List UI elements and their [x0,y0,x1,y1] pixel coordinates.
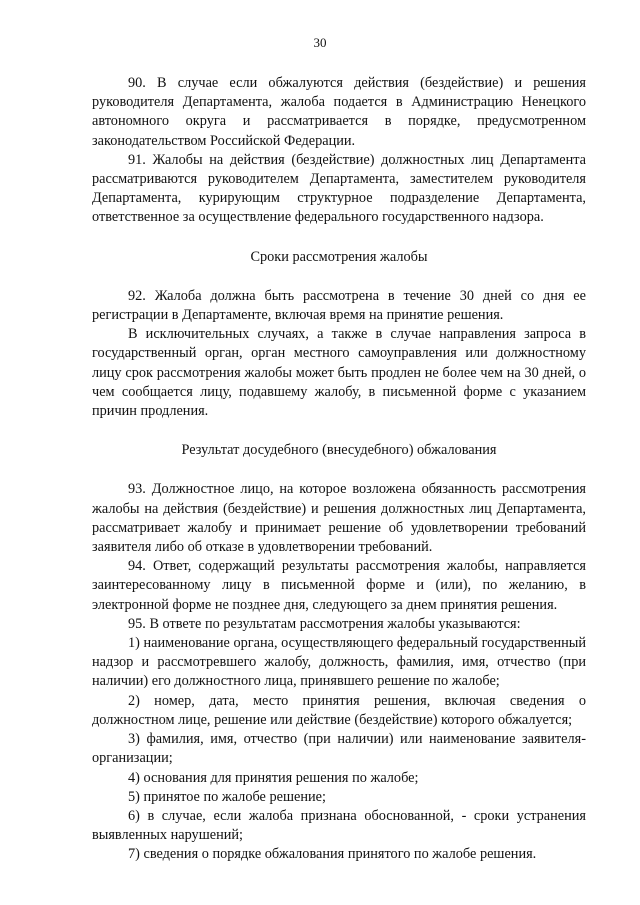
list-item-2: 2) номер, дата, место принятия решения, включая сведения о должностном лице, решение или действие (бездействие) которого обжалуется; [92,692,586,728]
paragraph-90: 90. В случае если обжалуются действия (бездействие) и решения руководителя Департамента, жалоба подается в Администрацию Ненецкого автономного округа и рассматривается в порядке, предусмотренном законодательством Российской Федерации. [92,75,586,149]
section-appeal-result [92,441,586,864]
list-item-4: 4) основания для принятия решения по жалобе; [128,769,419,786]
section-heading-appeal-result: Результат досудебного (внесудебного) обжалования [181,442,497,459]
page-number: 30 [313,35,327,50]
document-body [92,74,586,865]
paragraph-95: 95. В ответе по результатам рассмотрения жалобы указываются: [128,615,521,632]
paragraph-91: 91. Жалобы на действия (бездействие) должностных лиц Департамента рассматриваются руководителем Департамента, заместителем руководителя Департамента, курирующим структурное подразделение Департамента, ответственное за осуществление федерального государственного надзора. [92,151,586,226]
list-item-1: 1) наименование органа, осуществляющего федеральный государственный надзор и рассмотревшего жалобу, должность, фамилия, имя, отчество (при наличии) его должностного лица, принявшего решение по жалобе; [92,635,586,690]
list-item-3: 3) фамилия, имя, отчество (при наличии) или наименование заявителя-организации; [92,731,586,767]
paragraph-94: 94. Ответ, содержащий результаты рассмотрения жалобы, направляется заинтересованному лицу в письменной форме и (или), по желанию, в электронной форме не позднее дня, следующего за днем принятия решения. [92,558,586,613]
section-heading-review-deadlines: Сроки рассмотрения жалобы [250,248,428,265]
list-item-6: 6) в случае, если жалоба признана обоснованной, - сроки устранения выявленных нарушений; [92,807,586,844]
paragraph-92-extension: В исключительных случаях, а также в случае направления запроса в государственный орган, орган местного самоуправления или должностному лицу срок рассмотрения жалобы может быть продлен не более чем на 30 дней, о чем сообщается лицу, подавшему жалобу, в письменной форме с указанием причин продления. [92,326,586,420]
paragraph-93: 93. Должностное лицо, на которое возложена обязанность рассмотрения жалобы на действия (бездействие) и решения должностных лиц Департамента, рассматривает жалобу и принимает решение об удовлетворении требований заявителя либо об отказе в удовлетворении требований. [92,481,586,556]
paragraph-92: 92. Жалоба должна быть рассмотрена в течение 30 дней со дня ее регистрации в Департаменте, включая время на принятие решения. [92,287,586,324]
section-review-deadlines [92,248,586,422]
list-item-5: 5) принятое по жалобе решение; [128,788,326,805]
section-complaints-handling [92,74,586,228]
list-item-7: 7) сведения о порядке обжалования принятого по жалобе решения. [128,846,537,863]
